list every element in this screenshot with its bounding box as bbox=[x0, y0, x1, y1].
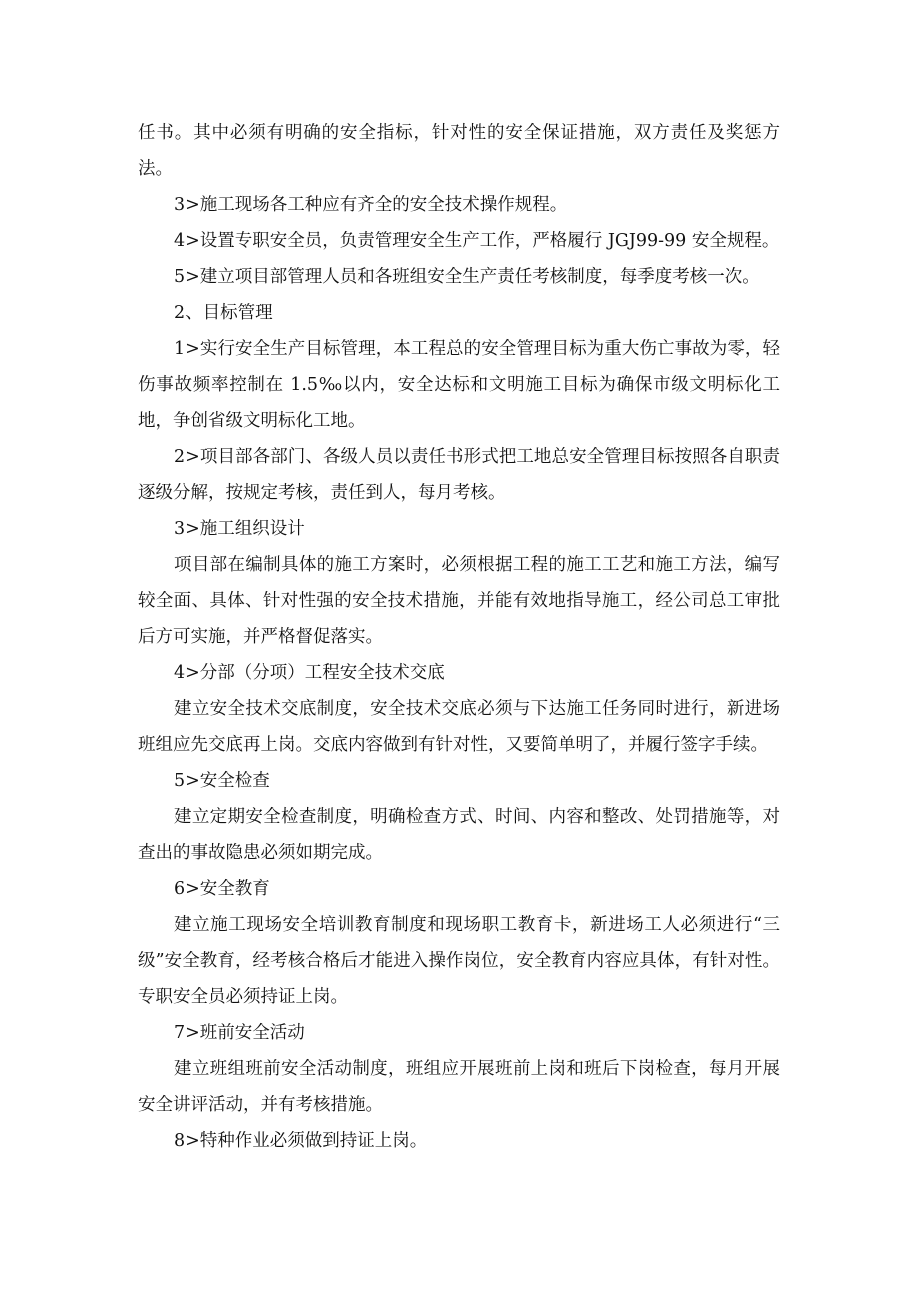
paragraph-item-5-assessment: 5>建立项目部管理人员和各班组安全生产责任考核制度，每季度考核一次。 bbox=[174, 267, 760, 287]
paragraph-item-4-safety-officer: 4>设置专职安全员，负责管理安全生产工作，严格履行 JGJ99-99 安全规程。 bbox=[174, 231, 780, 251]
subheading-safety-education: 6>安全教育 bbox=[174, 879, 270, 899]
section-heading-target-management: 2、目标管理 bbox=[174, 303, 273, 323]
subheading-safety-inspection: 5>安全检查 bbox=[174, 771, 270, 791]
subheading-construction-design: 3>施工组织设计 bbox=[174, 519, 305, 539]
subheading-technical-briefing: 4>分部（分项）工程安全技术交底 bbox=[174, 663, 445, 683]
paragraph-target-2: 2>项目部各部门、各级人员以责任书形式把工地总安全管理目标按照各自职责逐级分解，按规定考核，责任到人，每月考核。 bbox=[138, 447, 780, 503]
paragraph-continuation: 任书。其中必须有明确的安全指标，针对性的安全保证措施，双方责任及奖惩方法。 bbox=[138, 123, 780, 179]
paragraph-safety-inspection: 建立定期安全检查制度，明确检查方式、时间、内容和整改、处罚措施等，对查出的事故隐患必须如期完成。 bbox=[138, 807, 780, 863]
paragraph-technical-briefing: 建立安全技术交底制度，安全技术交底必须与下达施工任务同时进行，新进场班组应先交底再上岗。交底内容做到有针对性，又要简单明了，并履行签字手续。 bbox=[138, 699, 780, 755]
paragraph-item-3-operating-rules: 3>施工现场各工种应有齐全的安全技术操作规程。 bbox=[174, 195, 568, 215]
paragraph-construction-design: 项目部在编制具体的施工方案时，必须根据工程的施工工艺和施工方法，编写较全面、具体、针对性强的安全技术措施，并能有效地指导施工，经公司总工审批后方可实施，并严格督促落实。 bbox=[138, 555, 780, 647]
paragraph-target-1: 1>实行安全生产目标管理，本工程总的安全管理目标为重大伤亡事故为零，轻伤事故频率控制在 1.5‰以内，安全达标和文明施工目标为确保市级文明标化工地，争创省级文明标化工地。 bbox=[138, 339, 780, 431]
paragraph-pre-shift-activity: 建立班组班前安全活动制度，班组应开展班前上岗和班后下岗检查，每月开展安全讲评活动，并有考核措施。 bbox=[138, 1059, 780, 1115]
paragraph-special-operations: 8>特种作业必须做到持证上岗。 bbox=[174, 1131, 428, 1151]
paragraph-safety-education: 建立施工现场安全培训教育制度和现场职工教育卡，新进场工人必须进行“三级”安全教育，经考核合格后才能进入操作岗位，安全教育内容应具体，有针对性。专职安全员必须持证上岗。 bbox=[138, 915, 780, 1007]
document-body bbox=[138, 115, 780, 1159]
subheading-pre-shift-activity: 7>班前安全活动 bbox=[174, 1023, 305, 1043]
